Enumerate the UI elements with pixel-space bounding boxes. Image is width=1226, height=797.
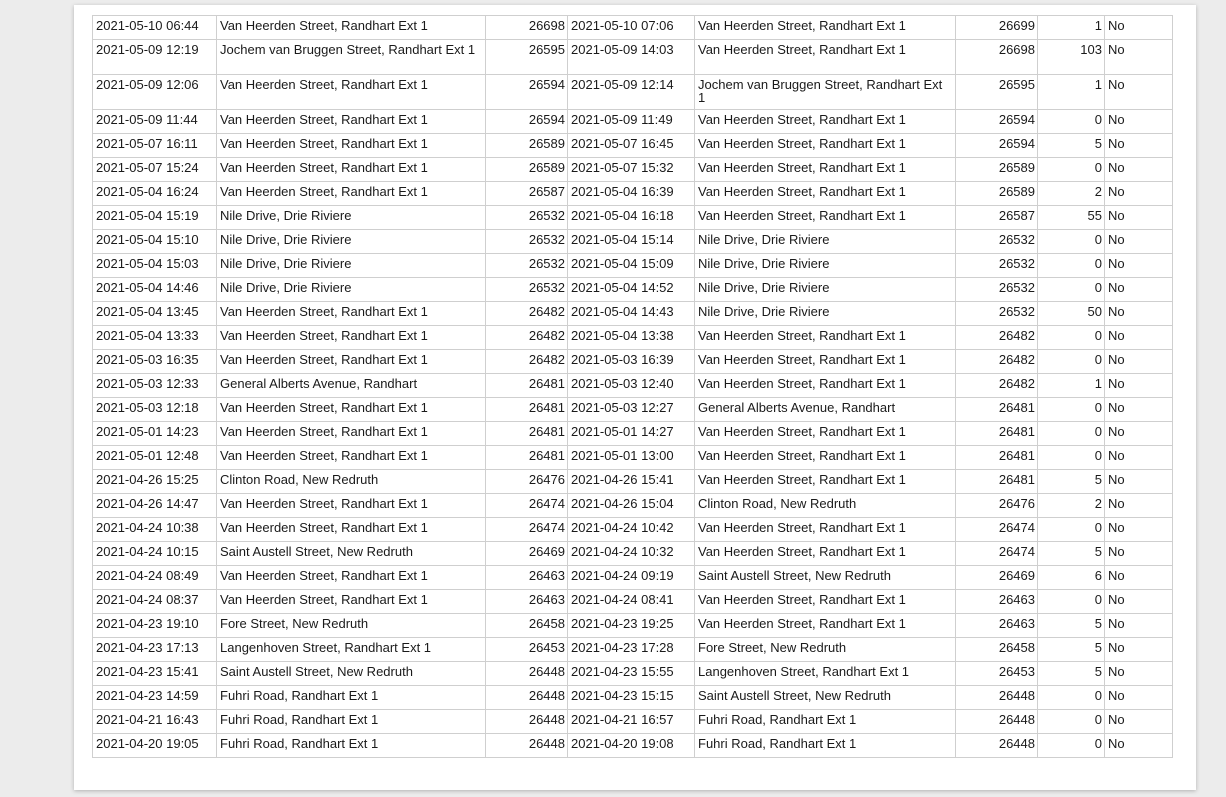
table-row: [93, 110, 1173, 134]
private-flag-cell: No: [1105, 278, 1173, 302]
table-row: [93, 158, 1173, 182]
start-location-cell: Van Heerden Street, Randhart Ext 1: [217, 494, 486, 518]
distance-cell: 55: [1038, 206, 1105, 230]
distance-cell: 0: [1038, 710, 1105, 734]
end-location-cell: Saint Austell Street, New Redruth: [695, 566, 956, 590]
distance-cell: 0: [1038, 422, 1105, 446]
end-location-cell: Nile Drive, Drie Riviere: [695, 278, 956, 302]
end-time-cell: 2021-05-03 12:27: [568, 398, 695, 422]
end-time-cell: 2021-05-04 14:52: [568, 278, 695, 302]
private-flag-cell: No: [1105, 230, 1173, 254]
start-time-cell: 2021-05-03 16:35: [93, 350, 217, 374]
start-time-cell: 2021-05-04 15:03: [93, 254, 217, 278]
end-time-cell: 2021-05-07 15:32: [568, 158, 695, 182]
start-time-cell: 2021-05-10 06:44: [93, 16, 217, 40]
start-time-cell: 2021-05-04 14:46: [93, 278, 217, 302]
table-row: [93, 350, 1173, 374]
table-row: [93, 16, 1173, 40]
end-odometer-cell: 26595: [956, 75, 1038, 110]
start-time-cell: 2021-04-26 15:25: [93, 470, 217, 494]
start-location-cell: General Alberts Avenue, Randhart: [217, 374, 486, 398]
distance-cell: 0: [1038, 110, 1105, 134]
private-flag-cell: No: [1105, 16, 1173, 40]
distance-cell: 0: [1038, 326, 1105, 350]
table-row: [93, 278, 1173, 302]
private-flag-cell: No: [1105, 590, 1173, 614]
table-row: [93, 662, 1173, 686]
end-odometer-cell: 26469: [956, 566, 1038, 590]
end-time-cell: 2021-05-04 16:18: [568, 206, 695, 230]
start-odometer-cell: 26481: [486, 398, 568, 422]
start-time-cell: 2021-05-04 15:10: [93, 230, 217, 254]
start-location-cell: Van Heerden Street, Randhart Ext 1: [217, 446, 486, 470]
start-location-cell: Nile Drive, Drie Riviere: [217, 278, 486, 302]
start-location-cell: Van Heerden Street, Randhart Ext 1: [217, 16, 486, 40]
start-location-cell: Jochem van Bruggen Street, Randhart Ext 1: [217, 40, 486, 75]
table-row: [93, 566, 1173, 590]
table-row: [93, 518, 1173, 542]
distance-cell: 5: [1038, 542, 1105, 566]
end-location-cell: Van Heerden Street, Randhart Ext 1: [695, 614, 956, 638]
start-location-cell: Van Heerden Street, Randhart Ext 1: [217, 182, 486, 206]
start-time-cell: 2021-04-20 19:05: [93, 734, 217, 758]
start-odometer-cell: 26481: [486, 446, 568, 470]
end-odometer-cell: 26481: [956, 446, 1038, 470]
start-time-cell: 2021-05-07 16:11: [93, 134, 217, 158]
distance-cell: 1: [1038, 374, 1105, 398]
end-location-cell: Van Heerden Street, Randhart Ext 1: [695, 590, 956, 614]
distance-cell: 5: [1038, 614, 1105, 638]
end-time-cell: 2021-05-03 16:39: [568, 350, 695, 374]
start-odometer-cell: 26482: [486, 326, 568, 350]
distance-cell: 0: [1038, 230, 1105, 254]
start-location-cell: Fuhri Road, Randhart Ext 1: [217, 710, 486, 734]
start-location-cell: Van Heerden Street, Randhart Ext 1: [217, 566, 486, 590]
end-location-cell: Nile Drive, Drie Riviere: [695, 230, 956, 254]
table-row: [93, 326, 1173, 350]
private-flag-cell: No: [1105, 638, 1173, 662]
end-location-cell: Van Heerden Street, Randhart Ext 1: [695, 110, 956, 134]
start-odometer-cell: 26698: [486, 16, 568, 40]
end-time-cell: 2021-04-23 19:25: [568, 614, 695, 638]
end-time-cell: 2021-04-21 16:57: [568, 710, 695, 734]
start-time-cell: 2021-05-01 12:48: [93, 446, 217, 470]
end-odometer-cell: 26448: [956, 710, 1038, 734]
table-row: [93, 734, 1173, 758]
start-time-cell: 2021-05-03 12:33: [93, 374, 217, 398]
distance-cell: 5: [1038, 638, 1105, 662]
end-location-cell: Saint Austell Street, New Redruth: [695, 686, 956, 710]
distance-cell: 0: [1038, 254, 1105, 278]
end-time-cell: 2021-05-10 07:06: [568, 16, 695, 40]
end-time-cell: 2021-04-24 08:41: [568, 590, 695, 614]
end-odometer-cell: 26481: [956, 422, 1038, 446]
private-flag-cell: No: [1105, 542, 1173, 566]
end-time-cell: 2021-05-09 11:49: [568, 110, 695, 134]
distance-cell: 1: [1038, 75, 1105, 110]
private-flag-cell: No: [1105, 662, 1173, 686]
end-odometer-cell: 26476: [956, 494, 1038, 518]
end-location-cell: Van Heerden Street, Randhart Ext 1: [695, 470, 956, 494]
distance-cell: 0: [1038, 590, 1105, 614]
start-time-cell: 2021-05-01 14:23: [93, 422, 217, 446]
start-location-cell: Fuhri Road, Randhart Ext 1: [217, 734, 486, 758]
end-odometer-cell: 26481: [956, 470, 1038, 494]
start-location-cell: Van Heerden Street, Randhart Ext 1: [217, 518, 486, 542]
end-time-cell: 2021-05-09 12:14: [568, 75, 695, 110]
start-odometer-cell: 26589: [486, 134, 568, 158]
start-odometer-cell: 26476: [486, 470, 568, 494]
table-row: [93, 230, 1173, 254]
start-location-cell: Nile Drive, Drie Riviere: [217, 230, 486, 254]
start-odometer-cell: 26482: [486, 350, 568, 374]
private-flag-cell: No: [1105, 110, 1173, 134]
start-time-cell: 2021-05-09 11:44: [93, 110, 217, 134]
end-location-cell: Van Heerden Street, Randhart Ext 1: [695, 16, 956, 40]
table-row: [93, 134, 1173, 158]
end-time-cell: 2021-04-26 15:41: [568, 470, 695, 494]
start-odometer-cell: 26481: [486, 374, 568, 398]
distance-cell: 50: [1038, 302, 1105, 326]
start-time-cell: 2021-04-24 08:37: [93, 590, 217, 614]
start-odometer-cell: 26594: [486, 75, 568, 110]
end-location-cell: Fore Street, New Redruth: [695, 638, 956, 662]
end-time-cell: 2021-05-04 14:43: [568, 302, 695, 326]
end-location-cell: Nile Drive, Drie Riviere: [695, 254, 956, 278]
private-flag-cell: No: [1105, 206, 1173, 230]
end-time-cell: 2021-04-24 10:32: [568, 542, 695, 566]
end-odometer-cell: 26532: [956, 302, 1038, 326]
start-time-cell: 2021-04-24 10:15: [93, 542, 217, 566]
start-time-cell: 2021-05-04 13:45: [93, 302, 217, 326]
end-location-cell: Jochem van Bruggen Street, Randhart Ext 1: [695, 75, 956, 110]
start-odometer-cell: 26532: [486, 254, 568, 278]
end-time-cell: 2021-05-04 15:09: [568, 254, 695, 278]
private-flag-cell: No: [1105, 494, 1173, 518]
end-location-cell: Van Heerden Street, Randhart Ext 1: [695, 350, 956, 374]
start-time-cell: 2021-05-04 15:19: [93, 206, 217, 230]
end-odometer-cell: 26589: [956, 158, 1038, 182]
end-location-cell: Van Heerden Street, Randhart Ext 1: [695, 518, 956, 542]
private-flag-cell: No: [1105, 686, 1173, 710]
end-odometer-cell: 26463: [956, 614, 1038, 638]
start-location-cell: Saint Austell Street, New Redruth: [217, 662, 486, 686]
end-location-cell: Fuhri Road, Randhart Ext 1: [695, 734, 956, 758]
distance-cell: 0: [1038, 278, 1105, 302]
table-row: [93, 302, 1173, 326]
start-time-cell: 2021-05-04 16:24: [93, 182, 217, 206]
end-time-cell: 2021-04-23 15:15: [568, 686, 695, 710]
distance-cell: 5: [1038, 662, 1105, 686]
end-location-cell: Clinton Road, New Redruth: [695, 494, 956, 518]
end-odometer-cell: 26453: [956, 662, 1038, 686]
distance-cell: 5: [1038, 470, 1105, 494]
start-time-cell: 2021-04-23 14:59: [93, 686, 217, 710]
start-location-cell: Van Heerden Street, Randhart Ext 1: [217, 350, 486, 374]
end-time-cell: 2021-05-04 16:39: [568, 182, 695, 206]
private-flag-cell: No: [1105, 398, 1173, 422]
private-flag-cell: No: [1105, 40, 1173, 75]
end-odometer-cell: 26594: [956, 110, 1038, 134]
start-time-cell: 2021-04-23 19:10: [93, 614, 217, 638]
end-odometer-cell: 26699: [956, 16, 1038, 40]
end-odometer-cell: 26532: [956, 278, 1038, 302]
private-flag-cell: No: [1105, 446, 1173, 470]
private-flag-cell: No: [1105, 326, 1173, 350]
private-flag-cell: No: [1105, 518, 1173, 542]
table-row: [93, 590, 1173, 614]
end-location-cell: Van Heerden Street, Randhart Ext 1: [695, 40, 956, 75]
start-time-cell: 2021-04-24 08:49: [93, 566, 217, 590]
start-location-cell: Van Heerden Street, Randhart Ext 1: [217, 326, 486, 350]
start-location-cell: Fore Street, New Redruth: [217, 614, 486, 638]
end-odometer-cell: 26481: [956, 398, 1038, 422]
distance-cell: 0: [1038, 734, 1105, 758]
end-time-cell: 2021-05-07 16:45: [568, 134, 695, 158]
start-location-cell: Van Heerden Street, Randhart Ext 1: [217, 422, 486, 446]
start-odometer-cell: 26458: [486, 614, 568, 638]
table-row: [93, 422, 1173, 446]
end-location-cell: Van Heerden Street, Randhart Ext 1: [695, 542, 956, 566]
start-odometer-cell: 26469: [486, 542, 568, 566]
private-flag-cell: No: [1105, 374, 1173, 398]
start-location-cell: Nile Drive, Drie Riviere: [217, 254, 486, 278]
private-flag-cell: No: [1105, 734, 1173, 758]
end-odometer-cell: 26587: [956, 206, 1038, 230]
private-flag-cell: No: [1105, 75, 1173, 110]
start-location-cell: Van Heerden Street, Randhart Ext 1: [217, 75, 486, 110]
start-time-cell: 2021-05-07 15:24: [93, 158, 217, 182]
start-location-cell: Nile Drive, Drie Riviere: [217, 206, 486, 230]
distance-cell: 0: [1038, 158, 1105, 182]
end-location-cell: General Alberts Avenue, Randhart: [695, 398, 956, 422]
distance-cell: 0: [1038, 518, 1105, 542]
trip-log-body: [93, 16, 1173, 758]
document-page: [74, 5, 1196, 790]
end-time-cell: 2021-04-20 19:08: [568, 734, 695, 758]
start-odometer-cell: 26595: [486, 40, 568, 75]
end-location-cell: Van Heerden Street, Randhart Ext 1: [695, 446, 956, 470]
end-odometer-cell: 26458: [956, 638, 1038, 662]
table-row: [93, 638, 1173, 662]
start-time-cell: 2021-04-24 10:38: [93, 518, 217, 542]
start-odometer-cell: 26463: [486, 590, 568, 614]
end-odometer-cell: 26532: [956, 230, 1038, 254]
end-location-cell: Van Heerden Street, Randhart Ext 1: [695, 134, 956, 158]
start-location-cell: Van Heerden Street, Randhart Ext 1: [217, 398, 486, 422]
private-flag-cell: No: [1105, 158, 1173, 182]
start-odometer-cell: 26481: [486, 422, 568, 446]
table-row: [93, 75, 1173, 110]
start-odometer-cell: 26448: [486, 662, 568, 686]
private-flag-cell: No: [1105, 182, 1173, 206]
table-row: [93, 182, 1173, 206]
start-location-cell: Van Heerden Street, Randhart Ext 1: [217, 158, 486, 182]
end-time-cell: 2021-05-04 13:38: [568, 326, 695, 350]
end-time-cell: 2021-05-04 15:14: [568, 230, 695, 254]
start-odometer-cell: 26474: [486, 518, 568, 542]
start-time-cell: 2021-05-09 12:19: [93, 40, 217, 75]
table-row: [93, 446, 1173, 470]
private-flag-cell: No: [1105, 566, 1173, 590]
start-location-cell: Van Heerden Street, Randhart Ext 1: [217, 110, 486, 134]
end-location-cell: Nile Drive, Drie Riviere: [695, 302, 956, 326]
end-location-cell: Van Heerden Street, Randhart Ext 1: [695, 206, 956, 230]
distance-cell: 6: [1038, 566, 1105, 590]
end-location-cell: Van Heerden Street, Randhart Ext 1: [695, 374, 956, 398]
private-flag-cell: No: [1105, 302, 1173, 326]
private-flag-cell: No: [1105, 614, 1173, 638]
end-odometer-cell: 26482: [956, 326, 1038, 350]
start-time-cell: 2021-05-09 12:06: [93, 75, 217, 110]
start-location-cell: Van Heerden Street, Randhart Ext 1: [217, 134, 486, 158]
trip-log-table: [92, 15, 1173, 758]
end-odometer-cell: 26474: [956, 542, 1038, 566]
start-odometer-cell: 26448: [486, 686, 568, 710]
distance-cell: 0: [1038, 686, 1105, 710]
end-time-cell: 2021-04-23 15:55: [568, 662, 695, 686]
end-time-cell: 2021-05-01 14:27: [568, 422, 695, 446]
table-row: [93, 40, 1173, 75]
start-odometer-cell: 26532: [486, 278, 568, 302]
start-odometer-cell: 26589: [486, 158, 568, 182]
private-flag-cell: No: [1105, 470, 1173, 494]
start-location-cell: Langenhoven Street, Randhart Ext 1: [217, 638, 486, 662]
distance-cell: 103: [1038, 40, 1105, 75]
start-time-cell: 2021-04-21 16:43: [93, 710, 217, 734]
start-location-cell: Clinton Road, New Redruth: [217, 470, 486, 494]
start-odometer-cell: 26532: [486, 206, 568, 230]
distance-cell: 0: [1038, 398, 1105, 422]
table-row: [93, 542, 1173, 566]
start-location-cell: Van Heerden Street, Randhart Ext 1: [217, 302, 486, 326]
end-odometer-cell: 26448: [956, 734, 1038, 758]
end-time-cell: 2021-05-03 12:40: [568, 374, 695, 398]
end-odometer-cell: 26448: [956, 686, 1038, 710]
end-odometer-cell: 26594: [956, 134, 1038, 158]
end-time-cell: 2021-04-24 10:42: [568, 518, 695, 542]
start-odometer-cell: 26448: [486, 734, 568, 758]
start-time-cell: 2021-05-03 12:18: [93, 398, 217, 422]
start-odometer-cell: 26482: [486, 302, 568, 326]
start-odometer-cell: 26532: [486, 230, 568, 254]
start-odometer-cell: 26594: [486, 110, 568, 134]
distance-cell: 1: [1038, 16, 1105, 40]
table-row: [93, 206, 1173, 230]
table-row: [93, 686, 1173, 710]
end-odometer-cell: 26474: [956, 518, 1038, 542]
end-location-cell: Fuhri Road, Randhart Ext 1: [695, 710, 956, 734]
table-row: [93, 254, 1173, 278]
table-row: [93, 494, 1173, 518]
end-odometer-cell: 26589: [956, 182, 1038, 206]
start-location-cell: Van Heerden Street, Randhart Ext 1: [217, 590, 486, 614]
end-location-cell: Van Heerden Street, Randhart Ext 1: [695, 158, 956, 182]
private-flag-cell: No: [1105, 350, 1173, 374]
private-flag-cell: No: [1105, 134, 1173, 158]
distance-cell: 2: [1038, 182, 1105, 206]
end-odometer-cell: 26482: [956, 350, 1038, 374]
start-time-cell: 2021-04-23 15:41: [93, 662, 217, 686]
private-flag-cell: No: [1105, 422, 1173, 446]
end-odometer-cell: 26698: [956, 40, 1038, 75]
end-location-cell: Langenhoven Street, Randhart Ext 1: [695, 662, 956, 686]
table-row: [93, 470, 1173, 494]
private-flag-cell: No: [1105, 254, 1173, 278]
end-time-cell: 2021-05-09 14:03: [568, 40, 695, 75]
end-time-cell: 2021-04-26 15:04: [568, 494, 695, 518]
start-odometer-cell: 26453: [486, 638, 568, 662]
start-odometer-cell: 26448: [486, 710, 568, 734]
start-location-cell: Fuhri Road, Randhart Ext 1: [217, 686, 486, 710]
end-odometer-cell: 26482: [956, 374, 1038, 398]
end-location-cell: Van Heerden Street, Randhart Ext 1: [695, 326, 956, 350]
start-time-cell: 2021-05-04 13:33: [93, 326, 217, 350]
start-time-cell: 2021-04-26 14:47: [93, 494, 217, 518]
end-time-cell: 2021-04-24 09:19: [568, 566, 695, 590]
start-odometer-cell: 26463: [486, 566, 568, 590]
start-time-cell: 2021-04-23 17:13: [93, 638, 217, 662]
end-location-cell: Van Heerden Street, Randhart Ext 1: [695, 182, 956, 206]
end-odometer-cell: 26532: [956, 254, 1038, 278]
table-row: [93, 710, 1173, 734]
end-time-cell: 2021-05-01 13:00: [568, 446, 695, 470]
table-row: [93, 398, 1173, 422]
start-location-cell: Saint Austell Street, New Redruth: [217, 542, 486, 566]
start-odometer-cell: 26587: [486, 182, 568, 206]
start-odometer-cell: 26474: [486, 494, 568, 518]
distance-cell: 0: [1038, 446, 1105, 470]
table-row: [93, 614, 1173, 638]
distance-cell: 2: [1038, 494, 1105, 518]
distance-cell: 0: [1038, 350, 1105, 374]
end-odometer-cell: 26463: [956, 590, 1038, 614]
end-time-cell: 2021-04-23 17:28: [568, 638, 695, 662]
end-location-cell: Van Heerden Street, Randhart Ext 1: [695, 422, 956, 446]
distance-cell: 5: [1038, 134, 1105, 158]
private-flag-cell: No: [1105, 710, 1173, 734]
table-row: [93, 374, 1173, 398]
